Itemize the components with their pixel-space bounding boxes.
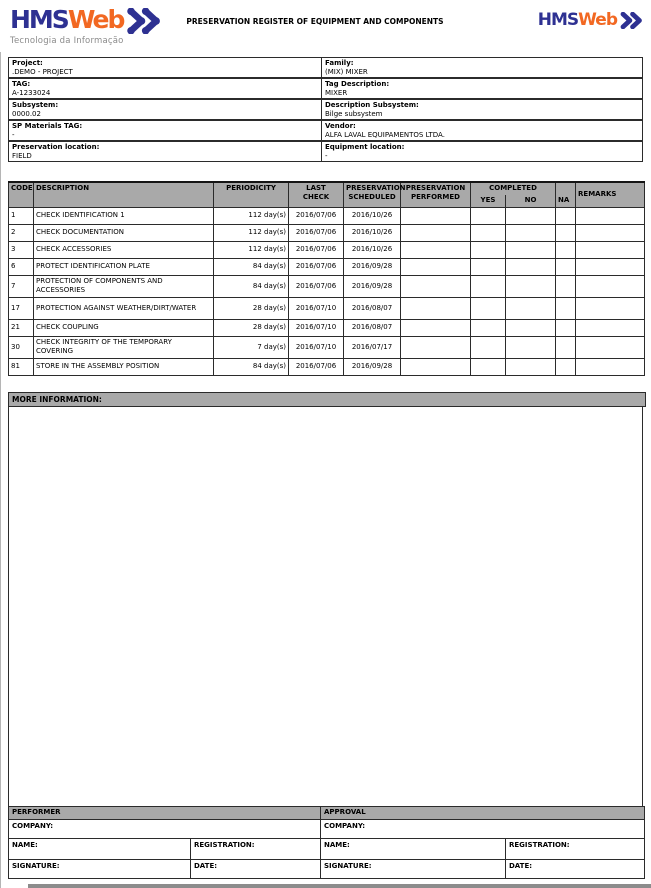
- info-row-sp-materials: [8, 120, 643, 141]
- cell-performed: [401, 319, 471, 336]
- cell-description: CHECK INTEGRITY OF THE TEMPORARY COVERING: [34, 336, 214, 358]
- col-header-line: PRESERVATION: [405, 184, 466, 192]
- col-header-remarks: REMARKS: [576, 182, 645, 207]
- cell-yes: [471, 258, 506, 275]
- col-header-yes: YES: [471, 195, 506, 207]
- cell-yes: [471, 241, 506, 258]
- cell-na: [556, 258, 576, 275]
- cell-no: [506, 297, 556, 319]
- performer-company-label: COMPANY:: [9, 820, 321, 839]
- more-information-header: MORE INFORMATION:: [8, 392, 646, 407]
- table-row: [9, 358, 645, 375]
- table-row: [9, 224, 645, 241]
- cell-code: 81: [9, 358, 34, 375]
- logo-text-web: Web: [67, 5, 124, 34]
- cell-yes: [471, 207, 506, 224]
- cell-na: [556, 336, 576, 358]
- cell-last-check: 2016/07/06: [289, 224, 344, 241]
- col-header-line: SCHEDULED: [348, 193, 396, 201]
- cell-performed: [401, 358, 471, 375]
- cell-last-check: 2016/07/10: [289, 297, 344, 319]
- page-title: PRESERVATION REGISTER OF EQUIPMENT AND COMPONENTS: [186, 17, 444, 26]
- cell-performed: [401, 224, 471, 241]
- cell-remarks: [576, 336, 645, 358]
- col-header-line: LAST: [306, 184, 326, 192]
- subsystem-value: 0000.02: [12, 110, 41, 118]
- preservation-table: [8, 181, 645, 376]
- col-header-line: PERFORMED: [411, 193, 460, 201]
- logo-tagline: Tecnologia da Informação: [10, 36, 124, 46]
- cell-yes: [471, 224, 506, 241]
- cell-periodicity: 28 day(s): [214, 297, 289, 319]
- cell-description: STORE IN THE ASSEMBLY POSITION: [34, 358, 214, 375]
- cell-na: [556, 297, 576, 319]
- cell-last-check: 2016/07/06: [289, 275, 344, 297]
- cell-scheduled: 2016/09/28: [344, 258, 401, 275]
- vendor-label: Vendor:: [325, 122, 356, 130]
- col-header-line: PRESERVATION: [346, 184, 406, 192]
- family-label: Family:: [325, 59, 354, 67]
- cell-no: [506, 207, 556, 224]
- cell-remarks: [576, 358, 645, 375]
- cell-code: 7: [9, 275, 34, 297]
- cell-no: [506, 275, 556, 297]
- cell-periodicity: 28 day(s): [214, 319, 289, 336]
- cell-code: 21: [9, 319, 34, 336]
- page-left-edge: [0, 52, 1, 888]
- more-information-box: [8, 407, 643, 807]
- tag-value: A-1233024: [12, 89, 51, 97]
- table-row: [9, 207, 645, 224]
- preservation-location-value: FIELD: [12, 152, 32, 160]
- approval-company-label: COMPANY:: [321, 820, 645, 839]
- cell-periodicity: 84 day(s): [214, 275, 289, 297]
- cell-code: 30: [9, 336, 34, 358]
- sp-materials-tag-value: -: [12, 131, 15, 139]
- col-header-na: NA: [556, 182, 576, 207]
- cell-yes: [471, 336, 506, 358]
- table-row: [9, 241, 645, 258]
- table-row: [9, 258, 645, 275]
- cell-na: [556, 275, 576, 297]
- page-bottom-bar: [28, 884, 651, 888]
- signoff-table: [8, 806, 645, 879]
- cell-yes: [471, 319, 506, 336]
- equipment-location-value: -: [325, 152, 328, 160]
- cell-performed: [401, 336, 471, 358]
- tag-description-label: Tag Description:: [325, 80, 390, 88]
- cell-performed: [401, 241, 471, 258]
- cell-no: [506, 224, 556, 241]
- cell-description: CHECK COUPLING: [34, 319, 214, 336]
- cell-performed: [401, 207, 471, 224]
- col-header-completed: COMPLETED: [471, 182, 556, 195]
- cell-remarks: [576, 297, 645, 319]
- cell-yes: [471, 275, 506, 297]
- cell-no: [506, 336, 556, 358]
- cell-code: 2: [9, 224, 34, 241]
- cell-last-check: 2016/07/06: [289, 258, 344, 275]
- approval-date-label: DATE:: [506, 860, 645, 879]
- table-row: [9, 319, 645, 336]
- cell-performed: [401, 258, 471, 275]
- performer-registration-label: REGISTRATION:: [191, 839, 321, 860]
- col-header-last-check: [289, 182, 344, 207]
- cell-performed: [401, 297, 471, 319]
- logo-text-hms: HMS: [10, 5, 68, 34]
- equipment-location-label: Equipment location:: [325, 143, 405, 151]
- cell-remarks: [576, 319, 645, 336]
- approval-section-header: APPROVAL: [321, 807, 645, 820]
- cell-code: 17: [9, 297, 34, 319]
- cell-periodicity: 112 day(s): [214, 224, 289, 241]
- logo-text-hms: HMS: [537, 10, 579, 30]
- info-row-project-family: [8, 57, 643, 78]
- cell-description: PROTECTION OF COMPONENTS AND ACCESSORIES: [34, 275, 214, 297]
- cell-description: CHECK IDENTIFICATION 1: [34, 207, 214, 224]
- cell-yes: [471, 358, 506, 375]
- cell-periodicity: 112 day(s): [214, 207, 289, 224]
- col-header-preservation-performed: [401, 182, 471, 207]
- logo-wordmark: [538, 12, 617, 29]
- cell-last-check: 2016/07/06: [289, 358, 344, 375]
- cell-no: [506, 241, 556, 258]
- info-row-locations: [8, 141, 643, 162]
- cell-yes: [471, 297, 506, 319]
- cell-performed: [401, 275, 471, 297]
- description-subsystem-label: Description Subsystem:: [325, 101, 419, 109]
- tag-description-value: MIXER: [325, 89, 348, 97]
- logo-wordmark: [10, 7, 123, 32]
- cell-na: [556, 224, 576, 241]
- cell-na: [556, 241, 576, 258]
- cell-remarks: [576, 275, 645, 297]
- cell-periodicity: 84 day(s): [214, 258, 289, 275]
- cell-last-check: 2016/07/06: [289, 241, 344, 258]
- col-header-no: NO: [506, 195, 556, 207]
- cell-scheduled: 2016/09/28: [344, 358, 401, 375]
- tag-label: TAG:: [12, 80, 31, 88]
- info-row-subsystem: [8, 99, 643, 120]
- approval-signature-label: SIGNATURE:: [321, 860, 506, 879]
- cell-periodicity: 112 day(s): [214, 241, 289, 258]
- cell-code: 6: [9, 258, 34, 275]
- cell-last-check: 2016/07/10: [289, 319, 344, 336]
- col-header-preservation-scheduled: [344, 182, 406, 207]
- approval-name-label: NAME:: [321, 839, 506, 860]
- cell-no: [506, 258, 556, 275]
- cell-no: [506, 358, 556, 375]
- cell-code: 3: [9, 241, 34, 258]
- performer-name-label: NAME:: [9, 839, 191, 860]
- cell-scheduled: 2016/07/17: [344, 336, 401, 358]
- cell-description: PROTECT IDENTIFICATION PLATE: [34, 258, 214, 275]
- hmsweb-logo-left: [10, 7, 161, 46]
- cell-last-check: 2016/07/10: [289, 336, 344, 358]
- cell-scheduled: 2016/10/26: [344, 241, 401, 258]
- cell-remarks: [576, 258, 645, 275]
- performer-signature-label: SIGNATURE:: [9, 860, 191, 879]
- cell-no: [506, 319, 556, 336]
- project-value: .DEMO - PROJECT: [12, 68, 73, 76]
- cell-scheduled: 2016/08/07: [344, 297, 401, 319]
- family-value: (MIX) MIXER: [325, 68, 368, 76]
- cell-scheduled: 2016/09/28: [344, 275, 401, 297]
- cell-description: CHECK DOCUMENTATION: [34, 224, 214, 241]
- cell-scheduled: 2016/08/07: [344, 319, 401, 336]
- table-row: [9, 275, 645, 297]
- info-row-tag: [8, 78, 643, 99]
- cell-description: PROTECTION AGAINST WEATHER/DIRT/WATER: [34, 297, 214, 319]
- cell-na: [556, 319, 576, 336]
- project-label: Project:: [12, 59, 43, 67]
- cell-remarks: [576, 224, 645, 241]
- logo-text-web: Web: [578, 10, 617, 30]
- performer-date-label: DATE:: [191, 860, 321, 879]
- cell-na: [556, 207, 576, 224]
- col-header-code: CODE: [9, 182, 34, 207]
- col-header-description: DESCRIPTION: [34, 182, 214, 207]
- logo-chevrons-icon: [620, 12, 643, 29]
- cell-na: [556, 358, 576, 375]
- cell-remarks: [576, 207, 645, 224]
- cell-remarks: [576, 241, 645, 258]
- cell-code: 1: [9, 207, 34, 224]
- table-row: [9, 297, 645, 319]
- cell-periodicity: 7 day(s): [214, 336, 289, 358]
- table-row: [9, 336, 645, 358]
- hmsweb-logo-right: [538, 12, 643, 29]
- cell-last-check: 2016/07/06: [289, 207, 344, 224]
- preservation-location-label: Preservation location:: [12, 143, 100, 151]
- sp-materials-tag-label: SP Materials TAG:: [12, 122, 83, 130]
- cell-description: CHECK ACCESSORIES: [34, 241, 214, 258]
- description-subsystem-value: Bilge subsystem: [325, 110, 383, 118]
- col-header-line: CHECK: [302, 193, 330, 201]
- cell-periodicity: 84 day(s): [214, 358, 289, 375]
- cell-scheduled: 2016/10/26: [344, 207, 401, 224]
- vendor-value: ALFA LAVAL EQUIPAMENTOS LTDA.: [325, 131, 445, 139]
- performer-section-header: PERFORMER: [9, 807, 321, 820]
- subsystem-label: Subsystem:: [12, 101, 59, 109]
- approval-registration-label: REGISTRATION:: [506, 839, 645, 860]
- cell-scheduled: 2016/10/26: [344, 224, 401, 241]
- col-header-periodicity: PERIODICITY: [214, 182, 289, 207]
